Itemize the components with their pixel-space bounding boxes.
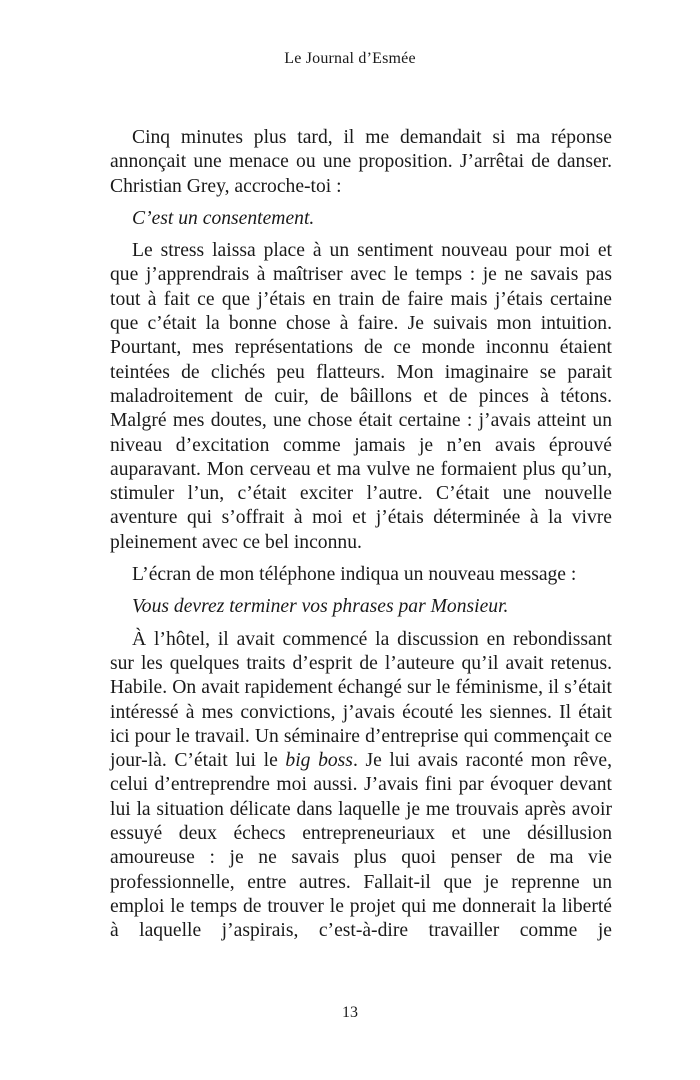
running-header: Le Journal d’Esmée <box>284 50 416 67</box>
paragraph-1: Cinq minutes plus tard, il me demandait si ma réponse annonçait une menace ou une proposition. J’arrêtai de danser. Christian Grey, accroche-toi : <box>110 127 612 197</box>
paragraph-6-part-2: . Je lui avais raconté mon rêve, celui d’entreprendre moi aussi. J’avais fini par évoquer devant lui la situation délicate dans laquelle je me trouvais après avoir essuyé deux échecs entrepreneuriaux et une désillusion amoureuse : je ne savais plus quoi penser de ma vie professionnelle, entre autres. Fallait-il que je reprenne un emploi le temps de trouver le projet qui me donnerait la liberté à laquelle j’aspirais, c’est-à-dire travailler comme je <box>110 750 612 942</box>
paragraph-4: L’écran de mon téléphone indiqua un nouveau message : <box>132 564 577 586</box>
page-number: 13 <box>342 1004 358 1021</box>
paragraph-5-message: Vous devrez terminer vos phrases par Monsieur. <box>132 596 509 618</box>
paragraph-2-message: C’est un consentement. <box>132 207 315 229</box>
paragraph-6-part-1: À l’hôtel, il avait commencé la discussion en rebondissant sur les quelques traits d’esprit de l’auteure qu’il avait retenus. Habile. On avait rapidement échangé sur le féminisme, il s’était intéressé à mes convictions, j’avais écouté les siennes. Il était ici pour le travail. Un séminaire d’entreprise qui commençait ce jour-là. C’était lui le <box>110 628 612 772</box>
paragraph-3: Le stress laissa place à un sentiment nouveau pour moi et que j’apprendrais à maîtriser avec le temps : je ne savais pas tout à fait ce que j’étais en train de faire mais j’étais certaine que c’était la bonne chose à faire. Je suivais mon intuition. Pourtant, mes représentations de ce monde inconnu étaient teintées de clichés peu flatteurs. Mon imaginaire se parait maladroitement de cuir, de bâillons et de pinces à tétons. Malgré mes doutes, une chose était certaine : j’avais atteint un niveau d’excitation comme jamais je n’en avais éprouvé auparavant. Mon cerveau et ma vulve ne formaient plus qu’un, stimuler l’un, c’était exciter l’autre. C’était une nouvelle aventure qui s’offrait à moi et j’étais déterminée à la vivre pleinement avec ce bel inconnu. <box>110 240 612 553</box>
paragraph-6-emphasis: big boss <box>285 750 353 772</box>
body-text <box>110 126 612 944</box>
paragraph-6 <box>110 628 612 944</box>
